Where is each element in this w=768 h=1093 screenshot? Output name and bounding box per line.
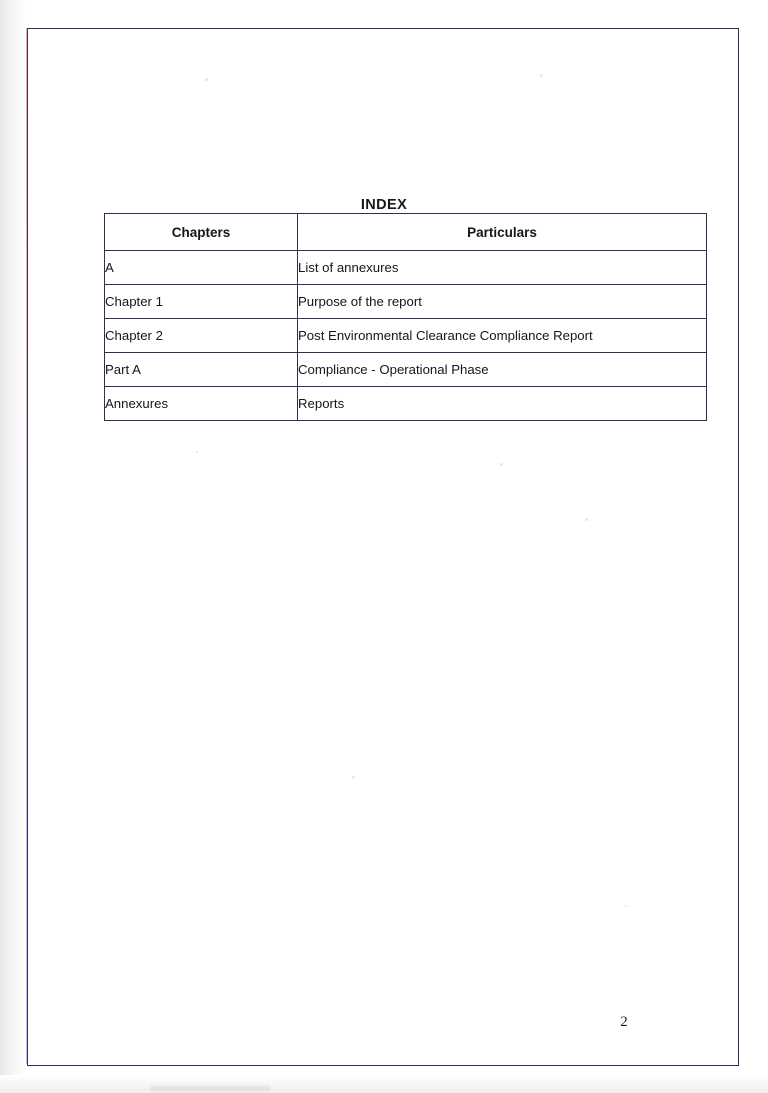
page-number <box>28 1014 740 1031</box>
table-row <box>105 387 707 421</box>
page-content <box>28 29 740 1067</box>
table-row <box>105 353 707 387</box>
column-header-chapters: Chapters <box>105 214 298 251</box>
cell-chapter: Chapter 2 <box>105 319 298 353</box>
page-number-value: 2 <box>620 1014 628 1030</box>
column-header-particulars: Particulars <box>298 214 707 251</box>
page-border-frame <box>27 28 739 1066</box>
cell-chapter: Annexures <box>105 387 298 421</box>
page-edge-shading <box>0 0 26 1093</box>
cell-particulars: Post Environmental Clearance Compliance Report <box>298 319 707 353</box>
page-bottom-shading <box>0 1075 768 1093</box>
page-title: INDEX <box>360 197 408 213</box>
index-table <box>104 213 707 421</box>
cell-chapter: Part A <box>105 353 298 387</box>
cell-particulars: Reports <box>298 387 707 421</box>
cell-particulars: List of annexures <box>298 251 707 285</box>
cell-chapter: A <box>105 251 298 285</box>
scan-smudge <box>150 1086 270 1091</box>
cell-chapter: Chapter 1 <box>105 285 298 319</box>
table-header-row <box>105 214 707 251</box>
cell-particulars: Purpose of the report <box>298 285 707 319</box>
table-row <box>105 251 707 285</box>
table-row <box>105 285 707 319</box>
table-row <box>105 319 707 353</box>
cell-particulars: Compliance - Operational Phase <box>298 353 707 387</box>
